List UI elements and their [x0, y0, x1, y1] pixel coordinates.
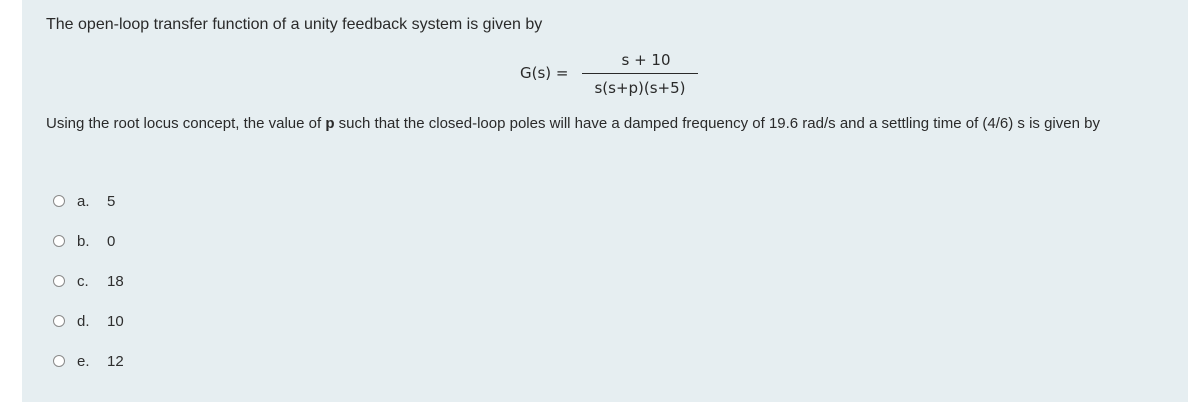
question-body-text-start: Using the root locus concept, the value of	[46, 115, 326, 132]
option-value: 12	[107, 352, 124, 370]
question-variable-p: p	[325, 115, 335, 132]
answer-options	[53, 188, 124, 381]
option-letter: c.	[77, 272, 89, 290]
question-body-text-end: such that the closed-loop poles will have a damped frequency of 19.6 rad/s and a settling time of (4/6) s is given by	[334, 115, 1100, 132]
radio-button-icon[interactable]	[53, 355, 65, 367]
question-body	[46, 110, 1181, 138]
formula-numerator: s + 10	[621, 51, 671, 69]
option-a[interactable]	[53, 181, 124, 221]
radio-button-icon[interactable]	[53, 315, 65, 327]
formula-lhs: G(s) =	[520, 64, 569, 82]
option-b[interactable]	[53, 221, 124, 261]
formula-fraction	[582, 50, 698, 100]
question-card	[22, 0, 1188, 402]
option-value: 0	[107, 232, 116, 250]
option-value: 10	[107, 312, 124, 330]
option-letter: a.	[77, 192, 90, 210]
option-letter: b.	[77, 232, 90, 250]
radio-button-icon[interactable]	[53, 235, 65, 247]
fraction-bar	[582, 73, 698, 74]
option-e[interactable]	[53, 341, 124, 381]
formula-denominator: s(s+p)(s+5)	[594, 79, 686, 97]
option-letter: e.	[77, 352, 90, 370]
option-c[interactable]	[53, 261, 124, 301]
option-value: 5	[107, 192, 116, 210]
question-intro: The open-loop transfer function of a unity feedback system is given by	[46, 16, 543, 33]
option-value: 18	[107, 272, 124, 290]
radio-button-icon[interactable]	[53, 195, 65, 207]
option-letter: d.	[77, 312, 90, 330]
option-d[interactable]	[53, 301, 124, 341]
radio-button-icon[interactable]	[53, 275, 65, 287]
